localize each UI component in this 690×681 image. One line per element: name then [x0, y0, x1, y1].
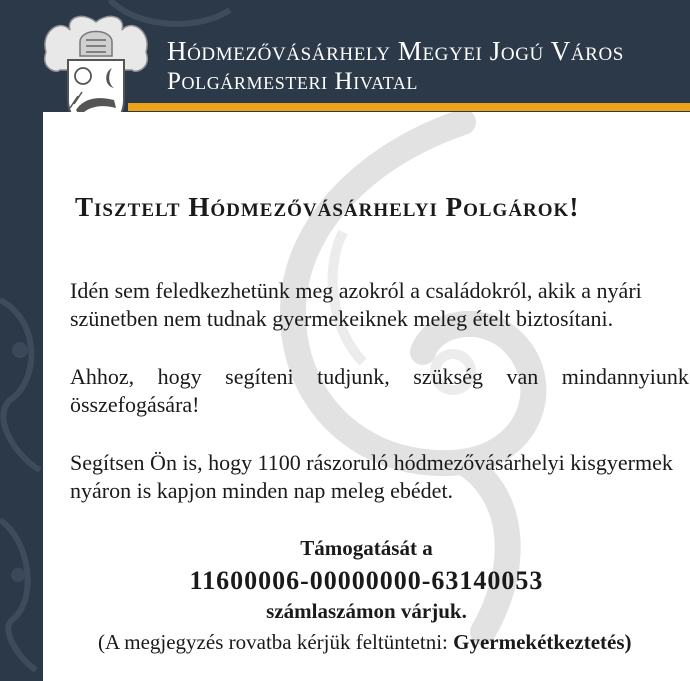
- header: [0, 0, 690, 110]
- salutation-heading: Tisztelt Hódmezővásárhelyi Polgárok!: [75, 192, 580, 222]
- transfer-note-prefix: (A megjegyzés rovatba kérjük feltüntetni:: [98, 630, 454, 654]
- header-gold-divider: [128, 103, 690, 111]
- bank-account-number: 11600006-00000000-63140053: [189, 566, 544, 595]
- header-title-line2: Polgármesteri Hivatal: [167, 68, 419, 95]
- paragraph-1-line-2: szünetben nem tudnak gyermekeiknek meleg ételt biztosítani.: [70, 306, 614, 331]
- paragraph-3-line-1: Segítsen Ön is, hogy 1100 rászoruló hódmezővásárhelyi kisgyermek: [70, 450, 673, 475]
- paragraph-1-line-1: Idén sem feledkezhetünk meg azokról a családokról, akik a nyári: [70, 278, 642, 303]
- paragraph-2-line-2: összefogására!: [70, 392, 200, 417]
- paragraph-2-line-1: Ahhoz, hogy segíteni tudjunk, szükség van mindannyiunk: [70, 364, 689, 389]
- transfer-note-keyword: Gyermekétkeztetés): [453, 630, 632, 654]
- support-label: Támogatását a: [300, 536, 433, 560]
- header-title-line1: Hódmezővásárhely Megyei Jogú Város: [167, 36, 624, 66]
- transfer-note: [98, 630, 632, 655]
- letter-body: [43, 112, 690, 681]
- account-suffix: számlaszámon várjuk.: [266, 599, 467, 623]
- paragraph-3-line-2: nyáron is kapjon minden nap meleg ebédet.: [70, 478, 454, 503]
